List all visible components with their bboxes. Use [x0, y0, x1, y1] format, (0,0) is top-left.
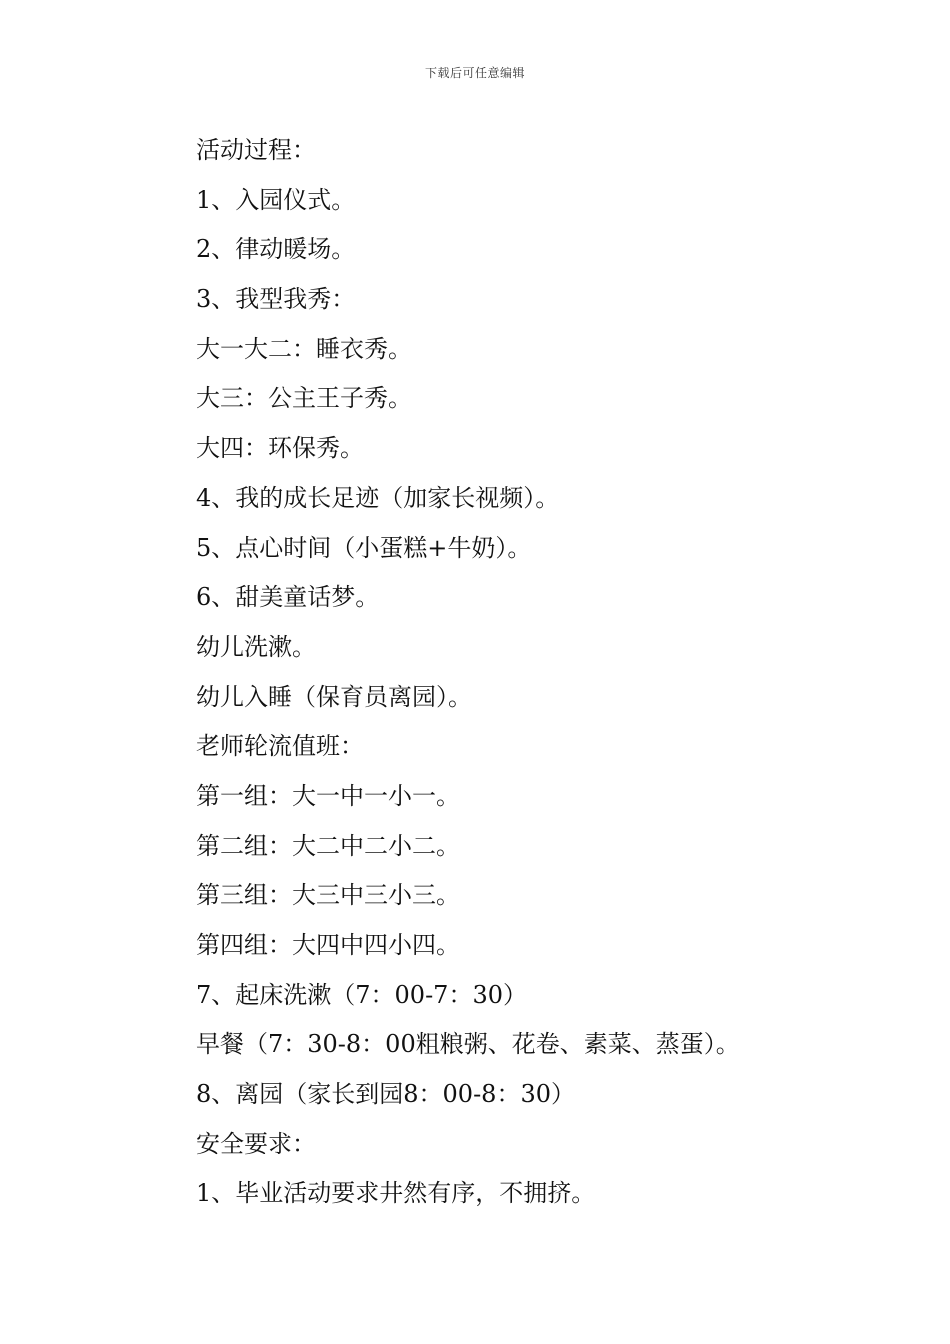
text-line: 第二组：大二中二小二。: [196, 831, 460, 860]
text-line: 幼儿入睡（保育员离园）。: [196, 682, 472, 711]
text-line: 大四：环保秀。: [196, 434, 364, 463]
text-line: 4、我的成长足迹（加家长视频）。: [196, 483, 560, 512]
text-line: 大一大二：睡衣秀。: [196, 334, 412, 363]
section-heading-activity-process: 活动过程：: [196, 136, 316, 164]
text-line: 8、离园（家长到园8：00-8：30）: [196, 1080, 575, 1109]
text-line: 3、我型我秀：: [196, 285, 356, 314]
page-header-note: 下载后可任意编辑: [424, 66, 525, 80]
text-line: 大三：公主王子秀。: [196, 384, 412, 413]
text-line: 幼儿洗漱。: [196, 632, 316, 661]
text-line: 第一组：大一中一小一。: [196, 781, 460, 810]
text-line: 第三组：大三中三小三。: [196, 881, 460, 910]
section-heading-duty-rotation: 老师轮流值班：: [196, 732, 364, 761]
document-body: [196, 130, 896, 1223]
text-line: 1、入园仪式。: [196, 185, 356, 214]
text-line: 1、毕业活动要求井然有序，不拥挤。: [196, 1179, 596, 1208]
text-line: 第四组：大四中四小四。: [196, 931, 460, 959]
text-line: 6、甜美童话梦。: [196, 583, 380, 612]
text-line: 早餐（7：30-8：00粗粮粥、花卷、素菜、蒸蛋）。: [196, 1030, 740, 1059]
text-line: 7、起床洗漱（7：00-7：30）: [196, 980, 527, 1009]
text-line: 2、律动暖场。: [196, 235, 356, 264]
section-heading-safety-requirements: 安全要求：: [196, 1129, 316, 1158]
text-line: 5、点心时间（小蛋糕+牛奶）。: [196, 533, 532, 562]
